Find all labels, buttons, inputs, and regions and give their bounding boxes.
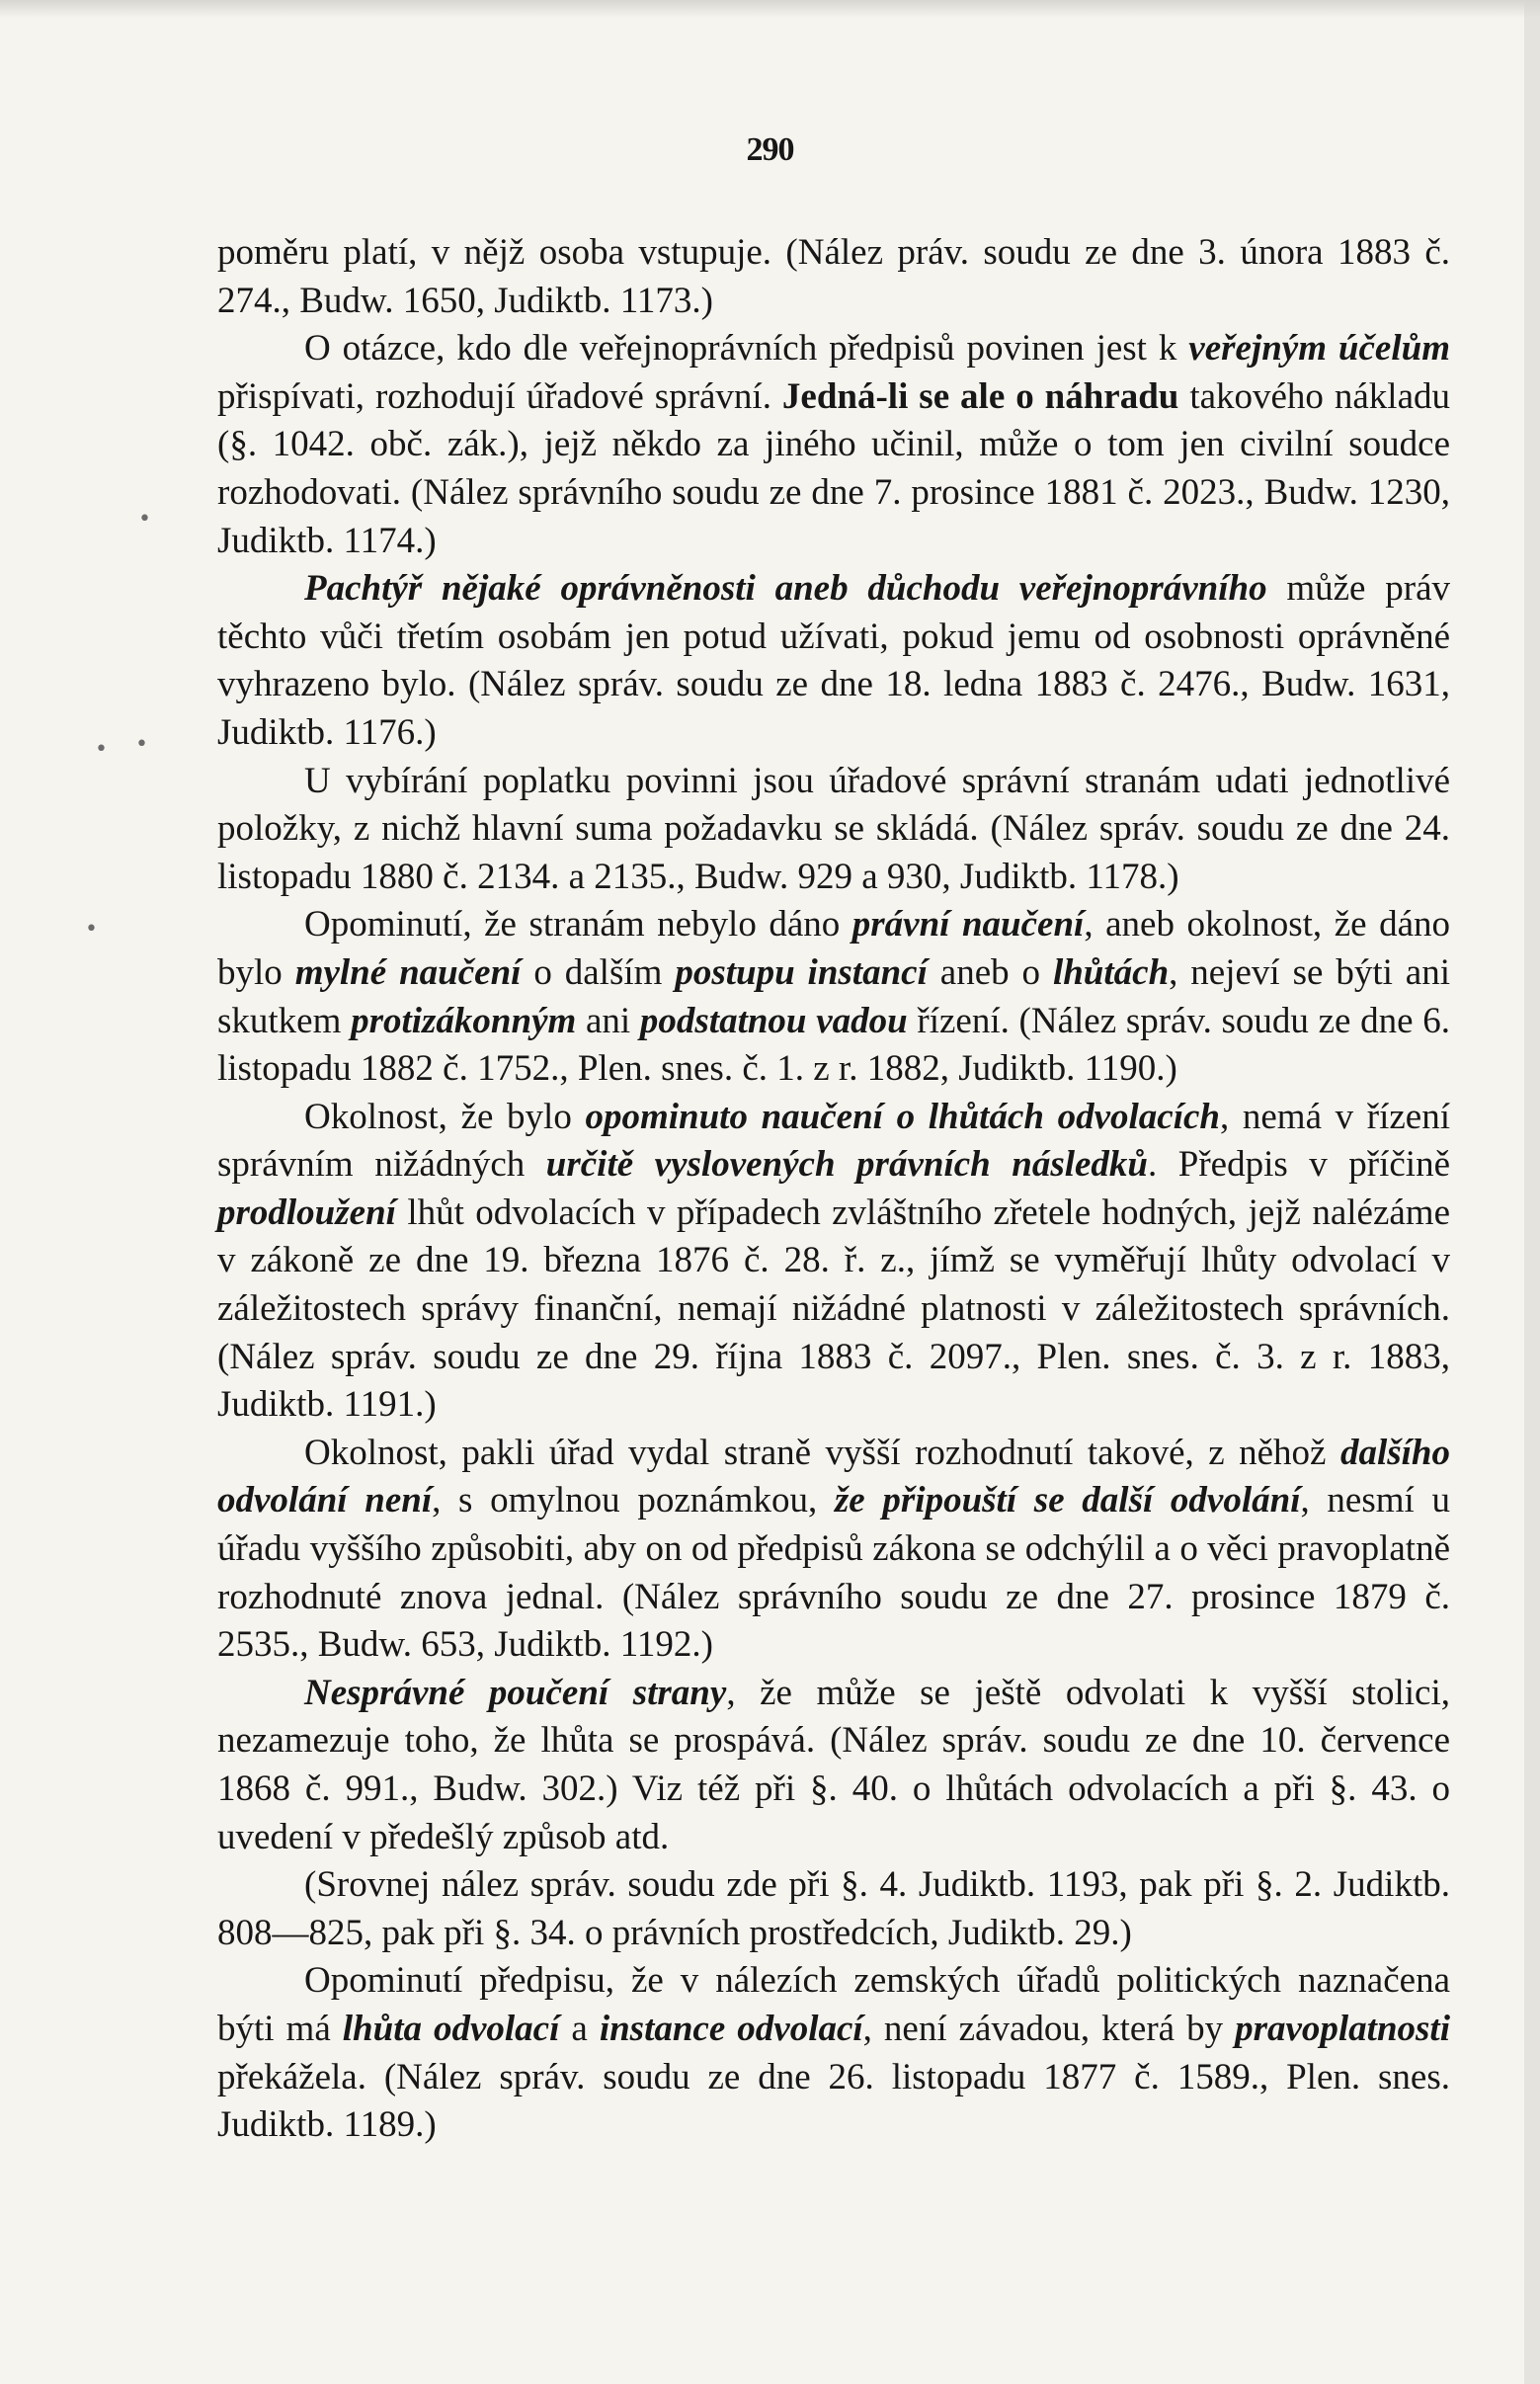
emphasis-text: instance odvolací	[599, 2008, 863, 2049]
margin-dot: •	[135, 732, 148, 757]
text-run: , nemá v řízení správním nižádných	[217, 1096, 1450, 1186]
text-run: , s omylnou poznámkou,	[432, 1480, 835, 1521]
page-number: 290	[746, 131, 794, 168]
emphasis-text: protizákonným	[351, 1000, 577, 1041]
text-run: , nejeví se býti ani skutkem	[217, 951, 1450, 1041]
emphasis-text: určitě vyslovených právních následků	[545, 1144, 1148, 1186]
text-run: aneb o	[927, 951, 1053, 993]
text-run: Okolnost, pakli úřad vydal straně vyšší rozhodnutí takové, z něhož	[304, 1432, 1340, 1473]
margin-dot: •	[95, 737, 108, 762]
text-run: přispívati, rozhodují úřadové správní.	[217, 375, 782, 417]
emphasis-text: veřejným účelům	[1188, 328, 1450, 370]
text-run: může práv těchto vůči třetím osobám jen potud užívati, pokud jemu od osobnosti oprávněné vyhrazeno bylo. (Nález správ. soudu ze dne 18. ledna 1883 č. 2476., Budw. 1631, Judiktb. 1176.)	[217, 568, 1450, 753]
paragraph	[217, 229, 1450, 325]
text-run: , že může se ještě odvolati k vyšší stolici, nezamezuje toho, že lhůta se prospává. (Nález správ. soudu ze dne 10. července 1868 č. 991., Budw. 302.) Viz též při §. 40. o lhůtách odvolacích a při §. 43. o uvedení v předešlý způsob atd.	[217, 1672, 1450, 1857]
text-run: ani	[576, 1000, 640, 1041]
emphasis-text: Nesprávné poučení strany	[304, 1672, 727, 1713]
text-run: poměru platí, v nějž osoba vstupuje. (Nález práv. soudu ze dne 3. února 1883 č. 274., Budw. 1650, Judiktb. 1173.)	[217, 232, 1450, 321]
text-run: (Srovnej nález správ. soudu zde při §. 4. Judiktb. 1193, pak při §. 2. Judiktb. 808—825, pak při §. 34. o právních prostředcích, Judiktb. 29.)	[217, 1864, 1450, 1953]
paragraph	[217, 1670, 1450, 1861]
paragraph	[217, 1430, 1450, 1670]
text-run: lhůt odvolacích v případech zvláštního zřetele hodných, jejž nalézáme v zákoně ze dne 19. března 1876 č. 28. ř. z., jímž se vyměřují lhůty odvolací v záležitostech správy finanční, nemají nižádné platnosti v záležitostech správních. (Nález správ. soudu ze dne 29. října 1883 č. 2097., Plen. snes. č. 3. z r. 1883, Judiktb. 1191.)	[217, 1192, 1450, 1426]
text-run: překážela. (Nález správ. soudu ze dne 26. listopadu 1877 č. 1589., Plen. snes. Judiktb. 1189.)	[217, 2056, 1450, 2146]
emphasis-text: že připouští se další odvolání	[834, 1480, 1301, 1521]
text-run: , aneb okolnost, že dáno bylo	[217, 904, 1450, 993]
text-run: a	[559, 2008, 600, 2049]
text-run: takového nákladu (§. 1042. obč. zák.), jejž někdo za jiného učinil, může o tom jen civilní soudce rozhodovati. (Nález správního soudu ze dne 7. prosince 1881 č. 2023., Budw. 1230, Judiktb. 1174.)	[217, 375, 1450, 561]
paragraph	[217, 565, 1450, 757]
text-run: , není závadou, která by	[862, 2008, 1236, 2049]
paragraph	[217, 901, 1450, 1093]
text-run: , nesmí u úřadu vyššího způsobiti, aby on od předpisů zákona se odchýlil a o věci pravoplatně rozhodnuté znova jednal. (Nález správního soudu ze dne 27. prosince 1879 č. 2535., Budw. 653, Judiktb. 1192.)	[217, 1480, 1450, 1666]
bold-text: Jedná-li se ale o náhradu	[781, 375, 1179, 417]
emphasis-text: dalšího odvolání není	[217, 1432, 1450, 1521]
emphasis-text: prodloužení	[217, 1192, 396, 1233]
margin-dot: •	[138, 507, 151, 532]
emphasis-text: mylné naučení	[294, 951, 522, 993]
paragraph	[217, 758, 1450, 902]
emphasis-text: Pachtýř nějaké oprávněnosti aneb důchodu veřejnoprávního	[304, 568, 1267, 610]
paragraph	[217, 325, 1450, 565]
emphasis-text: pravoplatnosti	[1235, 2008, 1450, 2049]
emphasis-text: podstatnou vadou	[639, 1000, 908, 1041]
emphasis-text: právní naučení	[851, 904, 1085, 945]
emphasis-text: lhůtách	[1052, 951, 1170, 993]
text-run: Okolnost, že bylo	[304, 1096, 586, 1137]
emphasis-text: lhůta odvolací	[342, 2008, 560, 2049]
margin-dot: •	[85, 917, 98, 942]
text-run: Opominutí předpisu, že v nálezích zemských úřadů politických naznačena býti má	[217, 1960, 1450, 2049]
text-run: O otázce, kdo dle veřejnoprávních předpisů povinen jest k	[304, 328, 1189, 370]
emphasis-text: postupu instancí	[675, 951, 928, 993]
paragraph	[217, 1094, 1450, 1430]
text-run: o dalším	[521, 951, 676, 993]
text-run: . Předpis v příčině	[1148, 1144, 1451, 1186]
page-edge-shadow	[0, 0, 1540, 18]
text-run: řízení. (Nález správ. soudu ze dne 6. listopadu 1882 č. 1752., Plen. snes. č. 1. z r. 1882, Judiktb. 1190.)	[217, 1000, 1450, 1090]
emphasis-text: opominuto naučení o lhůtách odvolacích	[585, 1096, 1220, 1137]
paragraph	[217, 1957, 1450, 2149]
paragraph	[217, 1861, 1450, 1957]
text-run: Opominutí, že stranám nebylo dáno	[304, 904, 852, 945]
body-text	[217, 229, 1450, 2150]
text-run: U vybírání poplatku povinni jsou úřadové správní stranám udati jednotlivé položky, z nichž hlavní suma požadavku se skládá. (Nález správ. soudu ze dne 24. listopadu 1880 č. 2134. a 2135., Budw. 929 a 930, Judiktb. 1178.)	[217, 760, 1450, 897]
